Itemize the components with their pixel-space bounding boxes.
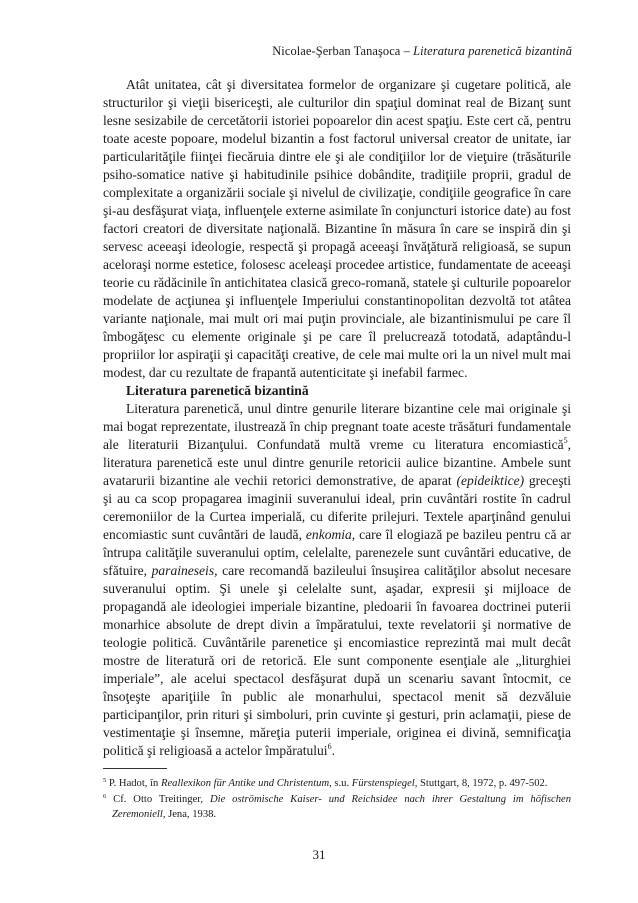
main-text xyxy=(103,76,571,760)
footnote-5-text: s.u. xyxy=(331,778,352,789)
section-heading: Literatura parenetică bizantină xyxy=(126,383,309,398)
footnote-5-text: Stuttgart, 8, 1972, p. 497-502. xyxy=(417,778,548,789)
paragraph-2-text-3: greceşti şi au ca scop propagarea imaginii suveranului ideal, prin cuvântări rostite în cadrul ceremoniilor de la Curtea imperială, cu diferite prilejuri. Textele aparţinând genului encomiastic sunt cuvântări de laudă, xyxy=(103,473,571,542)
term-enkomia: enkomia, xyxy=(305,527,356,542)
footnote-ref-6[interactable]: 6 xyxy=(327,742,332,751)
paragraph-2-text-1: Literatura parenetică, unul dintre genurile literare bizantine cele mai originale şi mai bogat reprezentate, ilustrează în chip pregnant toate aceste trăsături fundamentale ale literaturii Bizanţului. Confundată multă vreme cu literatura encomiastică xyxy=(103,401,571,452)
footnote-5 xyxy=(103,776,571,792)
header-title: Literatura parenetică bizantină xyxy=(413,44,572,58)
footnotes xyxy=(103,776,571,823)
footnote-5-number: 5 xyxy=(103,777,107,784)
paragraph-2-text-5: care recomandă bazileului însuşirea calităţilor absolut necesare suveranului optim. Şi unele şi celelalte sunt, aşadar, expresii şi mijloace de propagandă ale ideologiei imperiale bizantine, pledoarii în favoarea doctrinei puterii monarhice absolute de drept divin a împăratului, texte revelatorii şi normative de teologie politică. Cuvântările parenetice şi encomiastice reprezintă mai mult decât mostre de literatură ori de retorică. Ele sunt componente esenţiale ale „liturghiei imperiale”, ale acelui spectacol desfăşurat după un scenariu savant întocmit, ce însoţeşte apariţiile în public ale monarhului, spectacol menit să dezvăluie participanţilor, prin rituri şi simboluri, prin cuvinte şi gesturi, prin aclamaţii, piese de vestimentaţie şi însemne, măreţia puterii imperiale, originea ei divină, semnificaţia politică şi religioasă a actelor împăratului xyxy=(103,563,571,758)
paragraph-2-text-2: , literatura parenetică este unul dintre genurile retoricii aulice bizantine. Ambele sunt avatarurii bizantine ale vechii retorici demonstrative, de aparat xyxy=(103,437,571,488)
footnote-divider xyxy=(103,768,167,769)
page-number: 31 xyxy=(312,847,326,862)
footnote-6 xyxy=(103,792,571,823)
running-header xyxy=(272,44,572,59)
footnote-5-work-title: Reallexikon für Antike und Christentum, xyxy=(161,778,332,789)
footnote-6-text: Cf. Otto Treitinger, xyxy=(106,793,210,805)
paragraph-2 xyxy=(103,400,571,760)
footnote-6-text: , Jena, 1938. xyxy=(162,809,217,820)
header-author: Nicolae-Şerban Tanaşoca – xyxy=(272,44,414,58)
footnote-6-work-title: Die oströmische Kaiser- und Reichsidee nach ihrer Gestaltung im höfischen Zeremoniell xyxy=(112,793,572,820)
paragraph-2-text-4: care îl elogiază pe bazileu pentru că ar întrupa calităţile suveranului optim, celelalte, parenezele sunt cuvântări educative, de sfătuire, xyxy=(103,527,571,578)
paragraph-1: Atât unitatea, cât şi diversitatea formelor de organizare şi cugetare politică, ale structurilor şi vieţii bisericeşti, ale culturilor din spaţiul dominat real de Bizanţ sunt lesne sesizabile de cercetătorii istoriei popoarelor din acest spaţiu. Este cert că, pentru toate aceste popoare, modelul bizantin a fost factorul universal creator de unitate, iar particularităţile fiinţei fiecăruia dintre ele şi ale condiţiilor lor de vieţuire (trăsăturile psiho-somatice native şi habitudinile psihice dobândite, tradiţiile proprii, gradul de complexitate a organizării sociale şi nivelul de civilizaţie, condiţiile geografice în care şi-au desfăşurat viaţa, influenţele externe asimilate în conjuncturi istorice date) au fost factori creatori de diversitate naţională. Bizantine în măsura în care se inspiră din şi servesc aceeaşi ideologie, respectă şi propagă aceeaşi învăţătură religioasă, se supun aceloraşi norme estetice, folosesc aceleaşi procedee artistice, fundamentate de aceeaşi teorie cu rădăcinile în antichitatea clasică greco-romană, statele şi culturile popoarelor modelate de acţiunea şi influenţele Imperiului constantinopolitan dezvoltă tot atâtea variante naţionale, mai mult ori mai puţin provinciale, ale bizantinismului pe care îl îmbogăţesc cu elemente originale şi pe care îl prelucrează totodată, adaptându-l propriilor lor aspiraţii şi capacităţi creative, de cele mai multe ori la un nivel mult mai modest, dar cu rezultate de frapantă autenticitate şi inefabil farmec. xyxy=(103,77,571,380)
footnote-5-entry-title: Fürstenspiegel, xyxy=(351,778,418,789)
term-paraineseis: paraineseis, xyxy=(151,563,218,578)
footnote-ref-5[interactable]: 5 xyxy=(563,436,568,445)
term-epideiktice: (epideiktice) xyxy=(456,473,525,488)
paragraph-2-text-6: . xyxy=(331,743,335,758)
footnote-6-number: 6 xyxy=(103,792,107,800)
footnote-5-text: P. Hadot, în xyxy=(106,778,161,789)
